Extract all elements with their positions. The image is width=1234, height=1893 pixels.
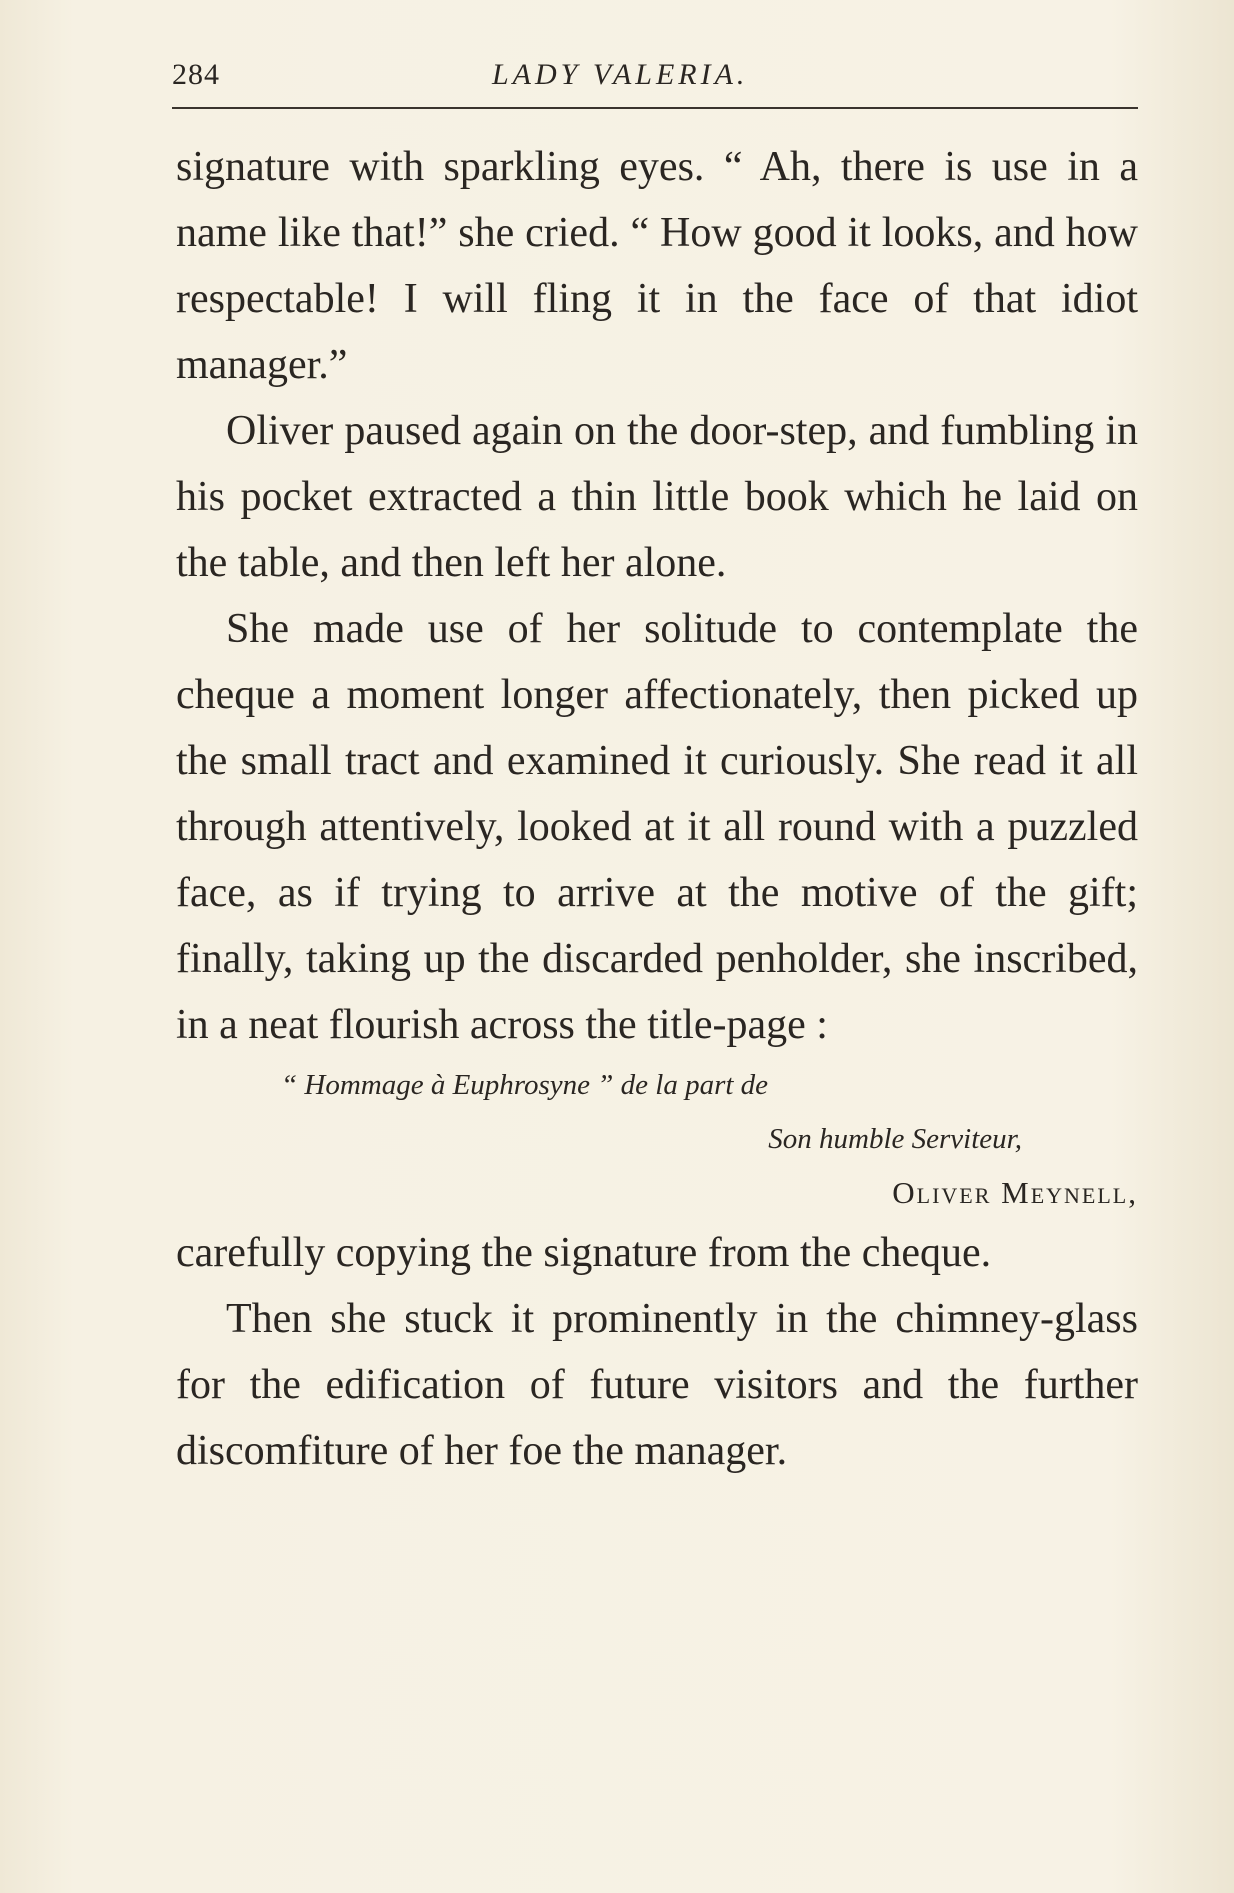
inscription-signature: Oliver Meynell, — [892, 1175, 1138, 1210]
inscription-dedication: “ Hommage à Euphrosyne ” de la part de — [281, 1069, 769, 1101]
page-number: 284 — [172, 58, 220, 91]
paragraph: She made use of her solitude to contemplate the cheque a moment longer affectionately, then picked up the small tract and examined it curiously. She read it all through attentively, looked at it all round with a puzzled face, as if trying to arrive at the motive of the gift; finally, taking up the discarded penholder, she inscribed, in a neat flourish across the title-page : — [176, 606, 1138, 1048]
header-rule — [172, 107, 1138, 109]
running-title: LADY VALERIA. — [492, 58, 749, 91]
inscription — [176, 1058, 1138, 1220]
body-text — [176, 134, 1138, 1484]
page-header — [172, 52, 1138, 102]
paragraph: carefully copying the signature from the cheque. — [176, 1230, 992, 1276]
paragraph: signature with sparkling eyes. “ Ah, there is use in a name like that!” she cried. “ How good it looks, and how respectable! I will fling it in the face of that idiot manager.” — [176, 144, 1138, 388]
paragraph: Then she stuck it prominently in the chimney-glass for the edification of future visitors and the further discomfiture of her foe the manager. — [176, 1296, 1138, 1474]
inscription-closing: Son humble Serviteur, — [768, 1123, 1022, 1155]
paragraph: Oliver paused again on the door-step, and fumbling in his pocket extracted a thin little book which he laid on the table, and then left her alone. — [176, 408, 1138, 586]
